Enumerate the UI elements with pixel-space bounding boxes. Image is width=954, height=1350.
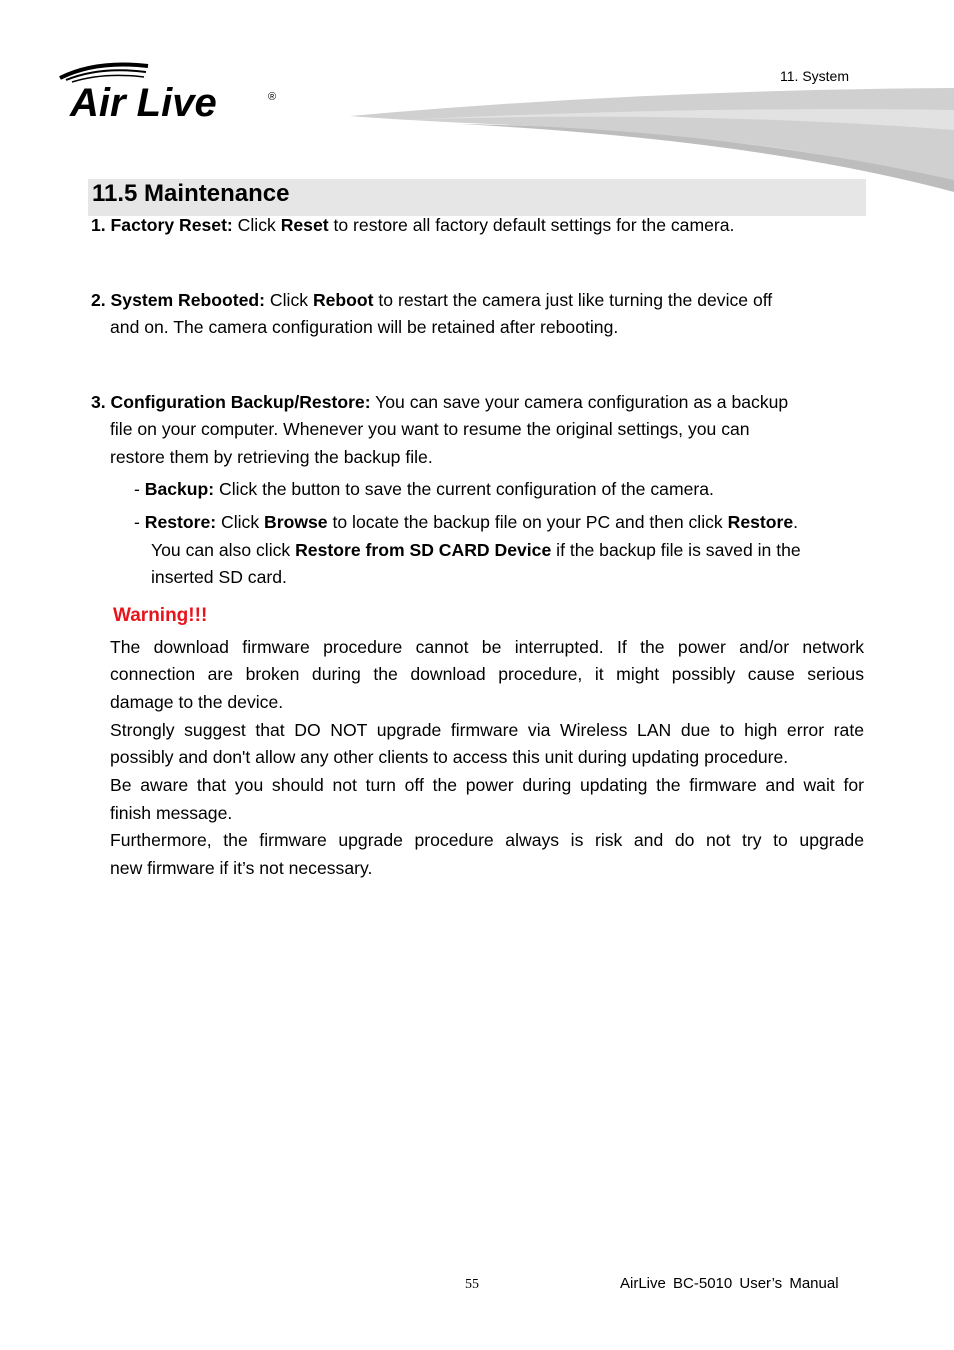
restore-period: . bbox=[793, 512, 799, 532]
warning-line: The download firmware procedure cannot be interrupted. If the power and/or network bbox=[110, 637, 864, 657]
browse-keyword: Browse bbox=[264, 512, 328, 532]
header-swoosh bbox=[340, 80, 954, 195]
restore-text-2: to locate the backup file on your PC and then click bbox=[327, 512, 728, 532]
config-backup-line-2: file on your computer. Whenever you want to resume the original settings, you can bbox=[110, 419, 750, 439]
warning-line: connection are broken during the download procedure, it might possibly cause serious bbox=[110, 664, 864, 684]
reboot-keyword: Reboot bbox=[312, 290, 374, 310]
restore-line-2-text: You can also click bbox=[151, 540, 296, 560]
restore-keyword: Restore bbox=[727, 512, 794, 532]
warning-line: Furthermore, the firmware upgrade procedure always is risk and do not try to upgrade bbox=[110, 830, 864, 850]
config-backup-item bbox=[91, 389, 871, 417]
config-backup-line-3: restore them by retrieving the backup file. bbox=[110, 447, 433, 467]
restore-text: Click bbox=[216, 512, 265, 532]
restore-sd-keyword: Restore from SD CARD Device bbox=[295, 540, 552, 560]
section-title: 11.5 Maintenance bbox=[92, 180, 290, 207]
warning-line: Be aware that you should not turn off the power during updating the firmware and wait for bbox=[110, 775, 864, 795]
airlive-logo bbox=[56, 58, 286, 128]
backup-subitem bbox=[134, 476, 874, 504]
warning-line: new firmware if it’s not necessary. bbox=[110, 858, 373, 878]
factory-reset-label: 1. Factory Reset: bbox=[91, 215, 233, 235]
warning-line: finish message. bbox=[110, 803, 233, 823]
manual-title: AirLive BC-5010 User’s Manual bbox=[620, 1275, 839, 1292]
system-rebooted-item bbox=[91, 287, 871, 315]
restore-line-2 bbox=[151, 537, 871, 565]
system-rebooted-line-2: and on. The camera configuration will be retained after rebooting. bbox=[110, 317, 619, 337]
system-rebooted-text: Click bbox=[265, 290, 313, 310]
restore-line-3: inserted SD card. bbox=[151, 567, 287, 587]
factory-reset-item bbox=[91, 212, 871, 240]
system-rebooted-text-2: to restart the camera just like turning the device off bbox=[373, 290, 773, 310]
warning-title: Warning!!! bbox=[113, 605, 208, 626]
page-number: 55 bbox=[465, 1277, 479, 1292]
restore-line-2-text-2: if the backup file is saved in the bbox=[551, 540, 801, 560]
backup-dash: - bbox=[134, 479, 145, 499]
restore-dash: - bbox=[134, 512, 145, 532]
warning-line: damage to the device. bbox=[110, 692, 284, 712]
reset-keyword: Reset bbox=[280, 215, 329, 235]
restore-subitem bbox=[134, 509, 874, 537]
chapter-header: 11. System bbox=[780, 68, 849, 84]
config-backup-label: 3. Configuration Backup/Restore: bbox=[91, 392, 371, 412]
warning-line: Strongly suggest that DO NOT upgrade firmware via Wireless LAN due to high error rate bbox=[110, 720, 864, 740]
backup-label: Backup: bbox=[144, 479, 215, 499]
logo-registered: ® bbox=[268, 91, 277, 103]
restore-label: Restore: bbox=[144, 512, 217, 532]
factory-reset-text-2: to restore all factory default settings for the camera. bbox=[328, 215, 735, 235]
config-backup-text: You can save your camera configuration as a backup bbox=[370, 392, 789, 412]
warning-line: possibly and don't allow any other clients to access this unit during updating procedure. bbox=[110, 747, 789, 767]
logo-wordmark: Air Live bbox=[70, 81, 217, 125]
factory-reset-text: Click bbox=[232, 215, 281, 235]
system-rebooted-label: 2. System Rebooted: bbox=[91, 290, 266, 310]
backup-text: Click the button to save the current configuration of the camera. bbox=[214, 479, 714, 499]
